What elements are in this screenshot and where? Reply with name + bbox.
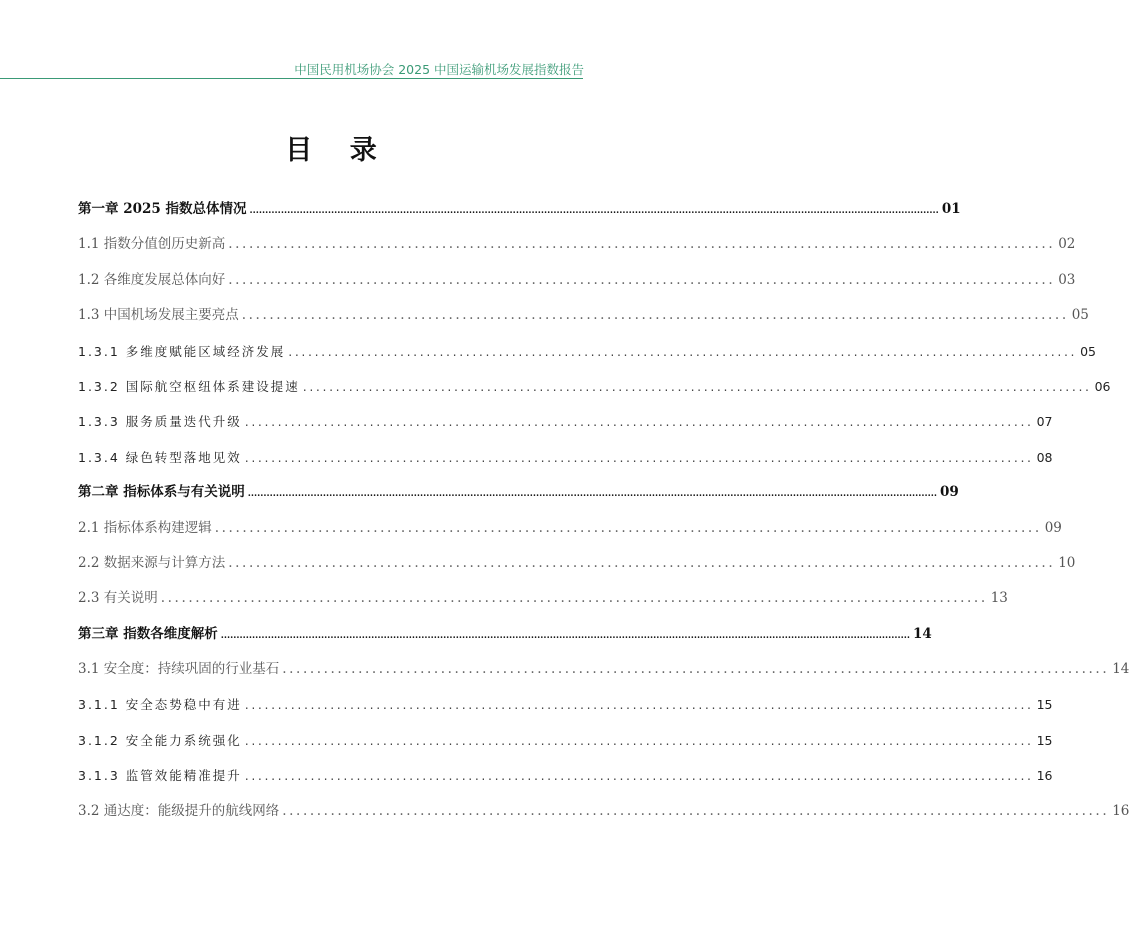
toc-leader-dots: ........................................................................................................................ bbox=[241, 307, 1069, 324]
page-title: 目 录 bbox=[285, 135, 391, 166]
header-title: 中国民用机场协会 2025 中国运输机场发展指数报告 bbox=[294, 62, 584, 77]
toc-leader-dots: ............................................................................................................................................................................................................................ bbox=[247, 489, 938, 500]
toc-entry-page: 07 bbox=[1036, 414, 1053, 430]
toc-entry-page: 16 bbox=[1036, 768, 1053, 784]
toc-entry-page: 09 bbox=[940, 484, 959, 501]
toc-entry-label: 第三章 指数各维度解析 bbox=[78, 625, 218, 642]
toc-entry[interactable] bbox=[78, 475, 959, 510]
toc-leader-dots: ........................................................................................................................ bbox=[160, 590, 988, 607]
toc-entry-label: 3.2 通达度：能级提升的航线网络 bbox=[78, 802, 280, 819]
header-divider bbox=[0, 78, 583, 79]
toc-entry[interactable] bbox=[78, 440, 1053, 475]
toc-entry-page: 16 bbox=[1112, 802, 1129, 819]
toc-entry[interactable] bbox=[78, 263, 1076, 298]
toc-leader-dots: ........................................................................................................................ bbox=[282, 802, 1110, 819]
toc-entry-label: 3.1.3 监管效能精准提升 bbox=[78, 768, 242, 784]
toc-entry-page: 15 bbox=[1036, 732, 1053, 748]
toc-leader-dots: ........................................................................................................................ bbox=[228, 271, 1056, 288]
toc-entry-page: 05 bbox=[1071, 307, 1089, 324]
toc-entry[interactable] bbox=[78, 404, 1053, 439]
toc-leader-dots: ........................................................................................................................ bbox=[228, 236, 1056, 253]
toc-entry-page: 13 bbox=[990, 590, 1008, 607]
toc-entry-label: 2.1 指标体系构建逻辑 bbox=[78, 519, 212, 536]
toc-entry[interactable] bbox=[78, 581, 1008, 616]
toc-entry-label: 1.2 各维度发展总体向好 bbox=[78, 271, 226, 288]
toc-leader-dots: ........................................................................................................................ bbox=[244, 414, 1034, 430]
toc-entry[interactable] bbox=[78, 511, 1062, 546]
toc-entry[interactable] bbox=[78, 546, 1076, 581]
toc-entry[interactable] bbox=[78, 687, 1053, 722]
toc-leader-dots: ........................................................................................................................ bbox=[244, 732, 1034, 748]
toc-entry-label: 1.3.1 多维度赋能区域经济发展 bbox=[78, 343, 286, 359]
toc-entry-page: 15 bbox=[1036, 697, 1053, 713]
toc-entry-page: 01 bbox=[941, 201, 961, 217]
toc-entry-page: 10 bbox=[1058, 554, 1076, 571]
toc-entry-label: 3.1.1 安全态势稳中有进 bbox=[78, 697, 242, 713]
toc-leader-dots: ........................................................................................................................ bbox=[288, 343, 1078, 359]
toc-entry-page: 14 bbox=[1112, 661, 1129, 678]
toc-leader-dots: ............................................................................................................................................................................................................................ bbox=[249, 206, 939, 216]
toc-leader-dots: ........................................................................................................................ bbox=[302, 378, 1092, 394]
toc-entry[interactable] bbox=[78, 758, 1053, 793]
toc-entry[interactable] bbox=[78, 794, 1129, 829]
table-of-contents bbox=[78, 192, 1129, 829]
toc-entry[interactable] bbox=[78, 723, 1053, 758]
toc-entry[interactable] bbox=[78, 227, 1076, 262]
toc-entry[interactable] bbox=[78, 192, 961, 227]
toc-entry-label: 2.2 数据来源与计算方法 bbox=[78, 554, 226, 571]
toc-entry-label: 第一章 2025 指数总体情况 bbox=[78, 201, 247, 217]
toc-leader-dots: ........................................................................................................................ bbox=[244, 697, 1034, 713]
toc-entry-label: 1.1 指数分值创历史新高 bbox=[78, 236, 226, 253]
toc-entry-label: 1.3.3 服务质量迭代升级 bbox=[78, 414, 242, 430]
toc-entry-page: 05 bbox=[1080, 343, 1096, 359]
toc-entry-label: 3.1 安全度：持续巩固的行业基石 bbox=[78, 661, 280, 678]
page-header bbox=[0, 0, 662, 80]
toc-entry-page: 14 bbox=[913, 625, 932, 642]
toc-entry-page: 03 bbox=[1058, 271, 1076, 288]
toc-entry-page: 06 bbox=[1094, 378, 1111, 394]
toc-entry-label: 1.3.4 绿色转型落地见效 bbox=[78, 449, 242, 465]
toc-entry-label: 3.1.2 安全能力系统强化 bbox=[78, 732, 242, 748]
toc-entry-label: 第二章 指标体系与有关说明 bbox=[78, 484, 245, 501]
toc-entry[interactable] bbox=[78, 369, 1111, 404]
toc-leader-dots: ........................................................................................................................ bbox=[282, 661, 1110, 678]
toc-leader-dots: ........................................................................................................................ bbox=[244, 449, 1034, 465]
toc-entry[interactable] bbox=[78, 652, 1129, 687]
toc-leader-dots: ........................................................................................................................ bbox=[228, 554, 1056, 571]
toc-entry-label: 2.3 有关说明 bbox=[78, 590, 158, 607]
toc-entry-label: 1.3.2 国际航空枢纽体系建设提速 bbox=[78, 378, 300, 394]
toc-entry-page: 09 bbox=[1044, 519, 1062, 536]
toc-leader-dots: ............................................................................................................................................................................................................................ bbox=[220, 630, 911, 641]
toc-entry-label: 1.3 中国机场发展主要亮点 bbox=[78, 307, 239, 324]
toc-entry[interactable] bbox=[78, 298, 1089, 333]
toc-leader-dots: ........................................................................................................................ bbox=[214, 519, 1042, 536]
toc-entry-page: 02 bbox=[1058, 236, 1076, 253]
toc-entry[interactable] bbox=[78, 617, 932, 652]
toc-entry[interactable] bbox=[78, 334, 1096, 369]
toc-entry-page: 08 bbox=[1036, 449, 1053, 465]
toc-leader-dots: ........................................................................................................................ bbox=[244, 768, 1034, 784]
